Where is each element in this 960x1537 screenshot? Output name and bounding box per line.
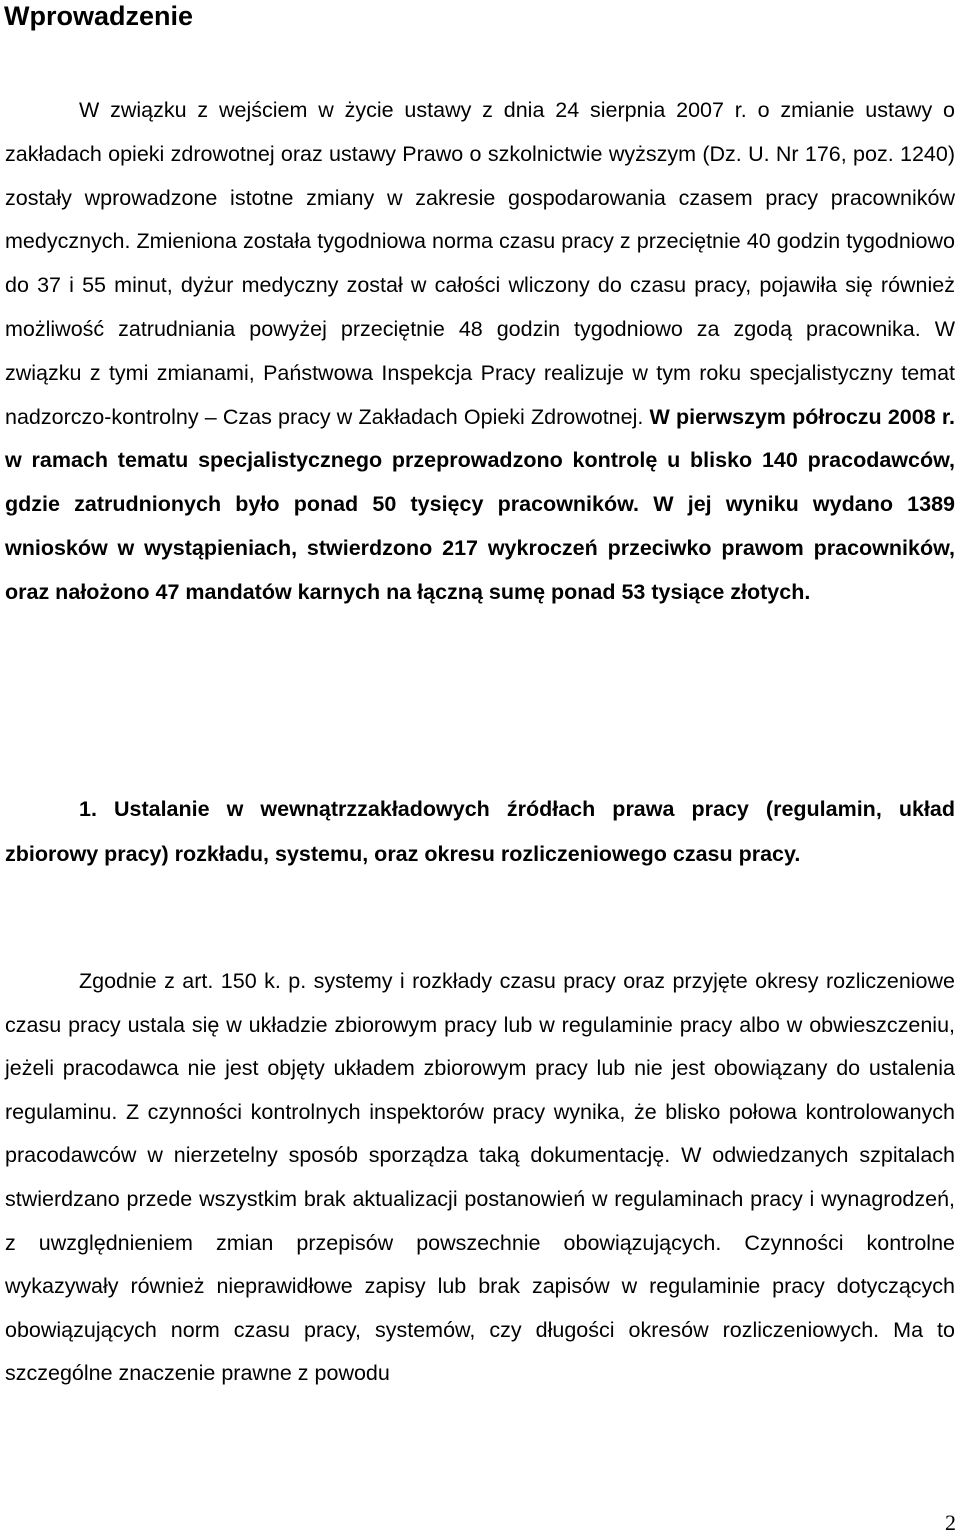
intro-bold-text: W pierwszym półroczu 2008 r. w ramach tematu specjalistycznego przeprowadzono kontrolę u blisko 140 pracodawców, gdzie zatrudnionych było ponad 50 tysięcy pracowników. W jej wyniku wydano 1389 wniosków w wystąpieniach, stwierdzono 217 wykroczeń przeciwko prawom pracowników, oraz nałożono 47 mandatów karnych na łączną sumę ponad 53 tysiące złotych. (5, 404, 956, 604)
section-1-title: 1. Ustalanie w wewnątrzzakładowych źródłach prawa pracy (regulamin, układ zbiorowy pracy) rozkładu, systemu, oraz okresu rozliczeniowego czasu pracy. (5, 797, 955, 866)
intro-text: W związku z wejściem w życie ustawy z dnia 24 sierpnia 2007 r. o zmianie ustawy o zakładach opieki zdrowotnej oraz ustawy Prawo o szkolnictwie wyższym (Dz. U. Nr 176, poz. 1240) zostały wprowadzone istotne zmiany w zakresie gospodarowania czasem pracy pracowników medycznych. Zmieniona została tygodniowa norma czasu pracy z przeciętnie 40 godzin tygodniowo do 37 i 55 minut, dyżur medyczny został w całości wliczony do czasu pracy, pojawiła się również możliwość zatrudniania powyżej przeciętnie 48 godzin tygodniowo za zgodą pracownika. W związku z tymi zmianami, Państwowa Inspekcja Pracy realizuje w tym roku specjalistyczny temat nadzorczo-kontrolny – Czas pracy w Zakładach Opieki Zdrowotnej. (5, 98, 955, 429)
intro-paragraph (5, 89, 955, 615)
section-1-body: Zgodnie z art. 150 k. p. systemy i rozkłady czasu pracy oraz przyjęte okresy rozliczeniowe czasu pracy ustala się w układzie zbiorowym pracy lub w regulaminie pracy albo w obwieszczeniu, jeżeli pracodawca nie jest objęty układem zbiorowym pracy lub nie jest obowiązany do ustalenia regulaminu. Z czynności kontrolnych inspektorów pracy wynika, że blisko połowa kontrolowanych pracodawców w nierzetelny sposób sporządza taką dokumentację. W odwiedzanych szpitalach stwierdzano przede wszystkim brak aktualizacji postanowień w regulaminach pracy i wynagrodzeń, z uwzględnieniem zmian przepisów powszechnie obowiązujących. Czynności kontrolne wykazywały również nieprawidłowe zapisy lub brak zapisów w regulaminie pracy dotyczących obowiązujących norm czasu pracy, systemów, czy długości okresów rozliczeniowych. Ma to szczególne znaczenie prawne z powodu (5, 969, 955, 1386)
page-title: Wprowadzenie (4, 1, 194, 31)
page-number: 2 (945, 1510, 956, 1535)
